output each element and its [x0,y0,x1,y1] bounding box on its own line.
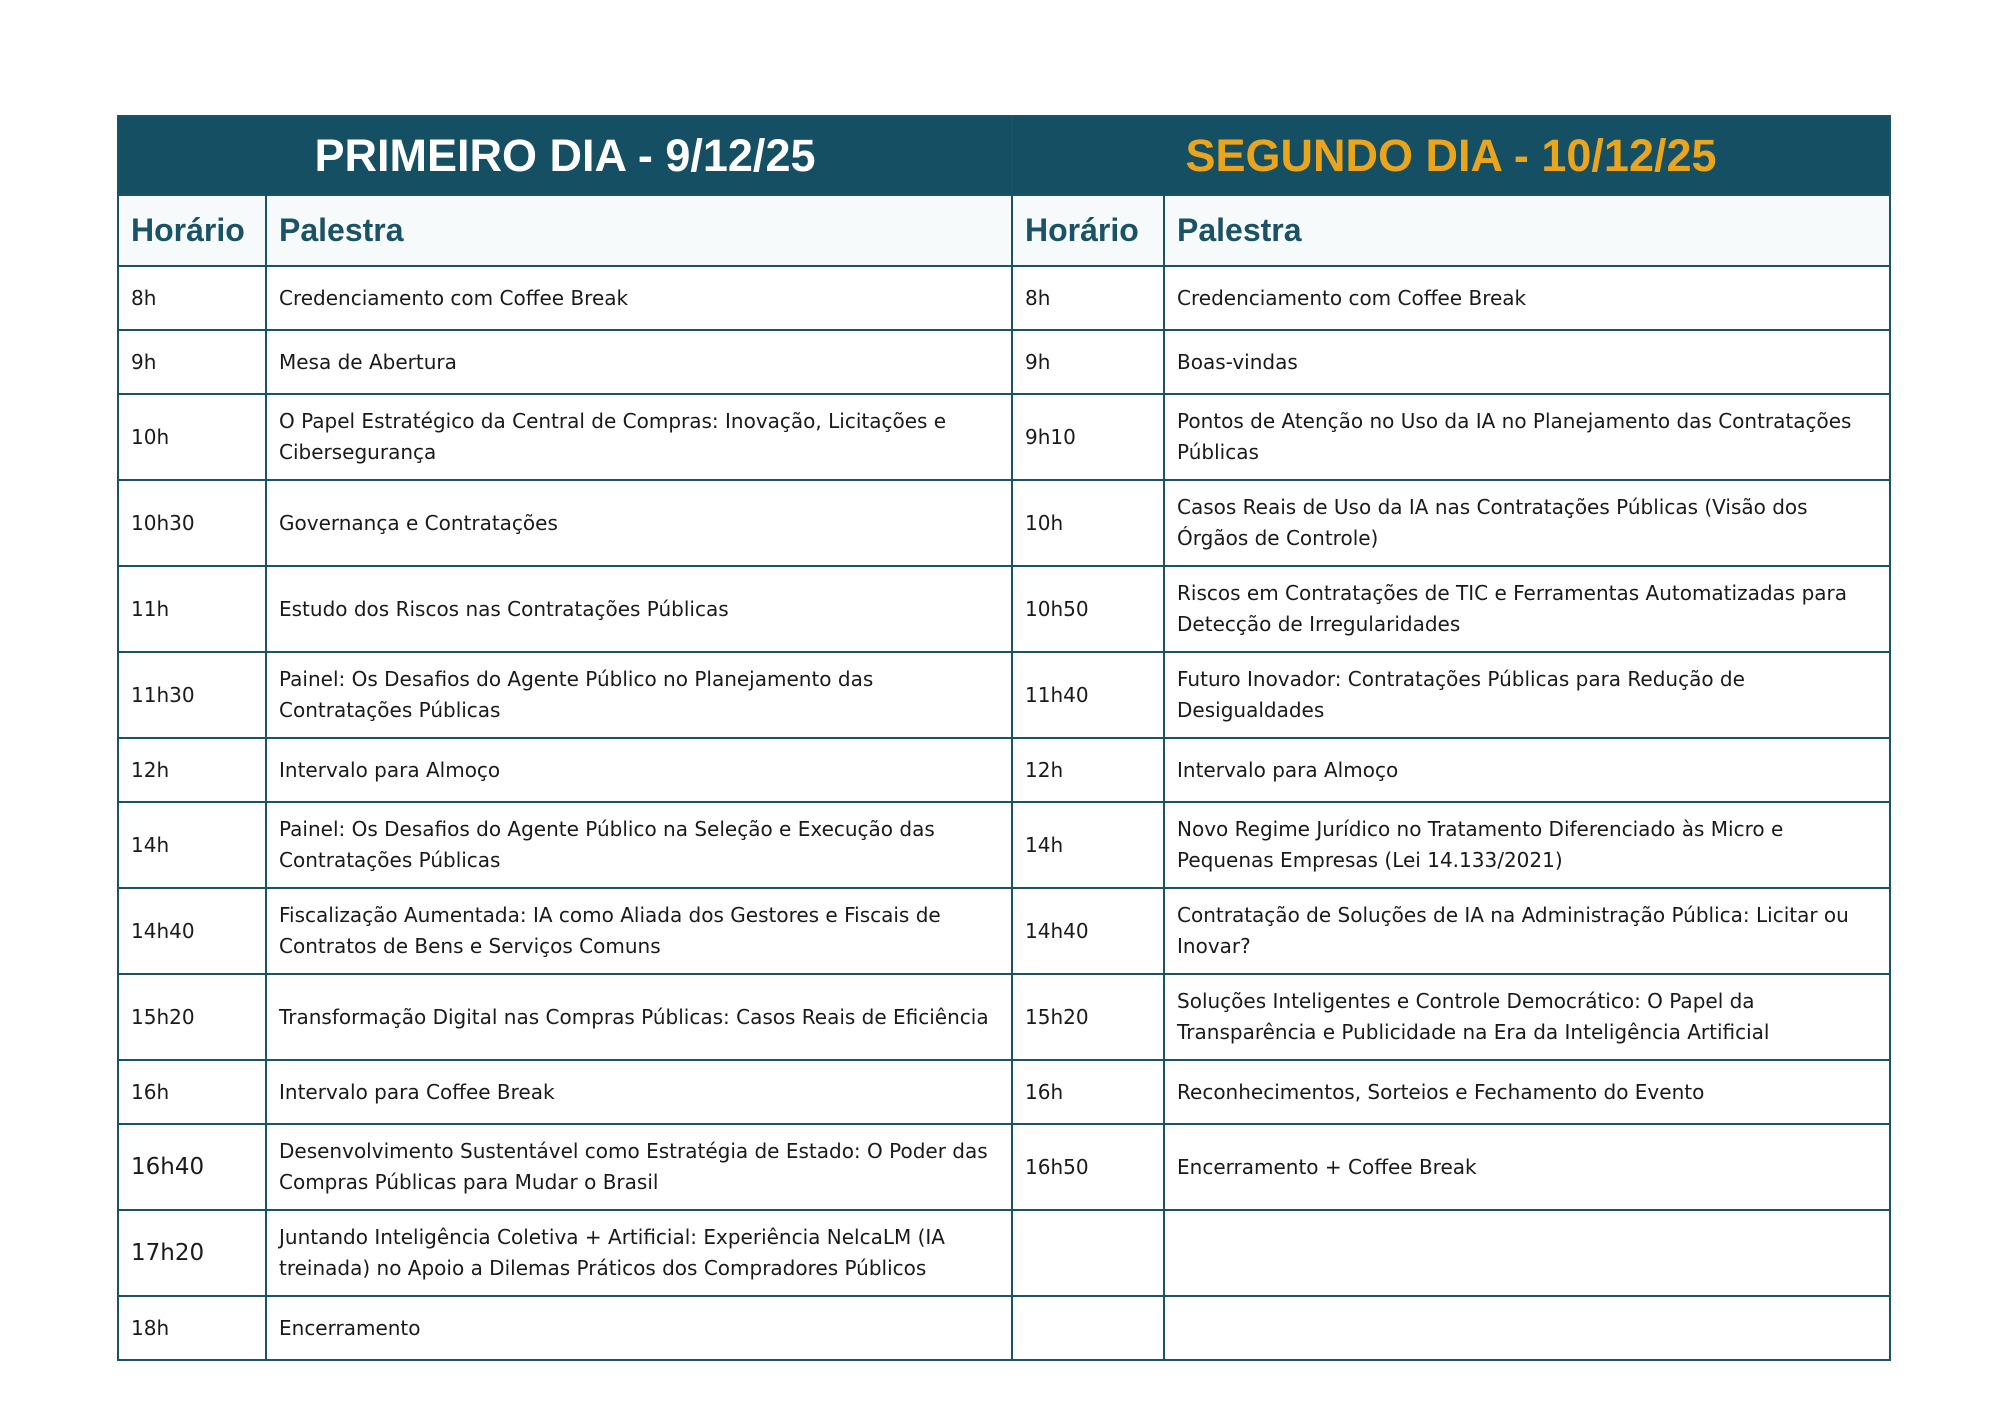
day1-title: PRIMEIRO DIA - 9/12/25 [118,116,1012,195]
day2-time: 14h40 [1012,888,1164,974]
day1-time: 11h [118,566,266,652]
day1-talk: O Papel Estratégico da Central de Compras: Inovação, Licitações e Cibersegurança [266,394,1012,480]
day1-talk: Credenciamento com Coffee Break [266,266,1012,330]
day2-talk: Encerramento + Coffee Break [1164,1124,1890,1210]
day1-talk: Fiscalização Aumentada: IA como Aliada dos Gestores e Fiscais de Contratos de Bens e Serviços Comuns [266,888,1012,974]
day2-talk [1164,1210,1890,1296]
day1-talk: Painel: Os Desafios do Agente Público na Seleção e Execução das Contratações Públicas [266,802,1012,888]
day1-time: 16h [118,1060,266,1124]
table-row [118,888,1890,974]
day2-time: 11h40 [1012,652,1164,738]
day1-time: 9h [118,330,266,394]
day1-time: 10h30 [118,480,266,566]
table-row [118,1124,1890,1210]
day2-talk: Riscos em Contratações de TIC e Ferramentas Automatizadas para Detecção de Irregularidades [1164,566,1890,652]
day1-talk: Governança e Contratações [266,480,1012,566]
day1-talk: Intervalo para Almoço [266,738,1012,802]
day1-time: 17h20 [118,1210,266,1296]
day2-time [1012,1210,1164,1296]
day2-talk: Pontos de Atenção no Uso da IA no Planejamento das Contratações Públicas [1164,394,1890,480]
table-row [118,1210,1890,1296]
day1-talk-header: Palestra [266,195,1012,266]
day2-talk: Intervalo para Almoço [1164,738,1890,802]
table-row [118,1296,1890,1360]
table-row [118,330,1890,394]
day1-time: 18h [118,1296,266,1360]
day1-talk: Encerramento [266,1296,1012,1360]
column-header-row [118,195,1890,266]
day2-time: 16h [1012,1060,1164,1124]
schedule-table [117,115,1891,1361]
day2-talk: Reconhecimentos, Sorteios e Fechamento do Evento [1164,1060,1890,1124]
table-row [118,1060,1890,1124]
day2-talk-header: Palestra [1164,195,1890,266]
day2-time: 12h [1012,738,1164,802]
day2-time: 9h [1012,330,1164,394]
day1-talk: Transformação Digital nas Compras Públicas: Casos Reais de Eficiência [266,974,1012,1060]
day2-talk: Soluções Inteligentes e Controle Democrático: O Papel da Transparência e Publicidade na Era da Inteligência Artificial [1164,974,1890,1060]
day1-talk: Intervalo para Coffee Break [266,1060,1012,1124]
day1-time: 16h40 [118,1124,266,1210]
table-row [118,652,1890,738]
day2-talk: Boas-vindas [1164,330,1890,394]
table-row [118,802,1890,888]
day2-time: 16h50 [1012,1124,1164,1210]
day1-time-header: Horário [118,195,266,266]
day2-time: 14h [1012,802,1164,888]
day1-talk: Juntando Inteligência Coletiva + Artificial: Experiência NelcaLM (IA treinada) no Apoio a Dilemas Práticos dos Compradores Públicos [266,1210,1012,1296]
day1-talk: Painel: Os Desafios do Agente Público no Planejamento das Contratações Públicas [266,652,1012,738]
day1-talk: Estudo dos Riscos nas Contratações Públicas [266,566,1012,652]
day1-time: 14h [118,802,266,888]
day2-talk: Novo Regime Jurídico no Tratamento Diferenciado às Micro e Pequenas Empresas (Lei 14.133/2021) [1164,802,1890,888]
table-row [118,738,1890,802]
day1-time: 15h20 [118,974,266,1060]
day2-talk: Futuro Inovador: Contratações Públicas para Redução de Desigualdades [1164,652,1890,738]
day2-time: 8h [1012,266,1164,330]
day2-talk [1164,1296,1890,1360]
day2-time: 10h50 [1012,566,1164,652]
table-row [118,394,1890,480]
day-title-row [118,116,1890,195]
day2-talk: Contratação de Soluções de IA na Administração Pública: Licitar ou Inovar? [1164,888,1890,974]
day1-time: 8h [118,266,266,330]
day1-time: 11h30 [118,652,266,738]
day1-time: 10h [118,394,266,480]
table-row [118,480,1890,566]
day1-time: 14h40 [118,888,266,974]
day1-time: 12h [118,738,266,802]
table-row [118,974,1890,1060]
table-row [118,566,1890,652]
day2-talk: Credenciamento com Coffee Break [1164,266,1890,330]
day2-time: 9h10 [1012,394,1164,480]
day2-time-header: Horário [1012,195,1164,266]
day1-talk: Mesa de Abertura [266,330,1012,394]
table-row [118,266,1890,330]
day2-title: SEGUNDO DIA - 10/12/25 [1012,116,1890,195]
day2-talk: Casos Reais de Uso da IA nas Contratações Públicas (Visão dos Órgãos de Controle) [1164,480,1890,566]
day1-talk: Desenvolvimento Sustentável como Estratégia de Estado: O Poder das Compras Públicas para Mudar o Brasil [266,1124,1012,1210]
day2-time: 10h [1012,480,1164,566]
day2-time: 15h20 [1012,974,1164,1060]
day2-time [1012,1296,1164,1360]
